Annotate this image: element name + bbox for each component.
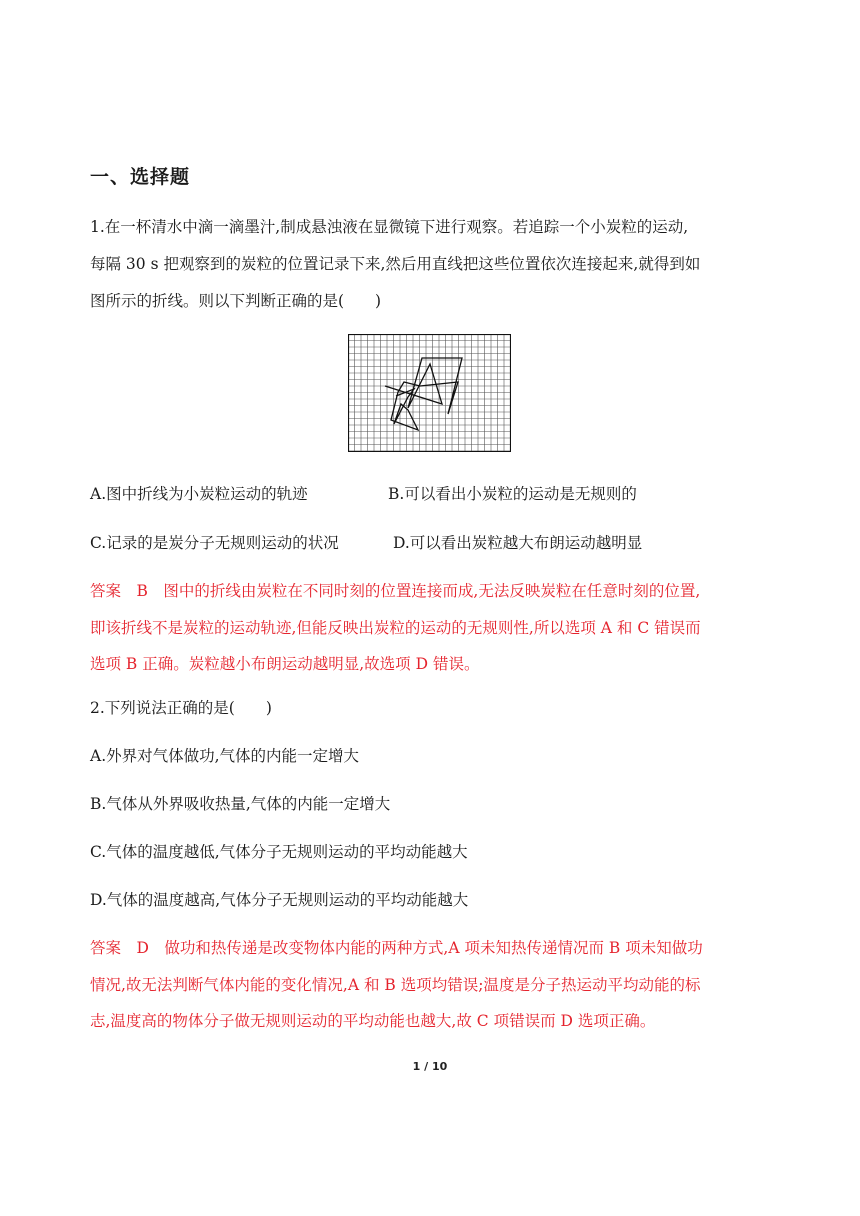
q1-stem-line-2: 每隔 30 s 把观察到的炭粒的位置记录下来,然后用直线把这些位置依次连接起来,就得到如	[90, 255, 701, 273]
section-title: 一、选择题	[90, 166, 191, 188]
q1-option-a: A.图中折线为小炭粒运动的轨迹	[90, 485, 308, 503]
q2-answer-line-2: 情况,故无法判断气体内能的变化情况,A 和 B 选项均错误;温度是分子热运动平均动能的标	[90, 976, 701, 994]
grid-border	[349, 335, 511, 452]
q1-answer-line-3: 选项 B 正确。炭粒越小布朗运动越明显,故选项 D 错误。	[90, 655, 480, 673]
q2-option-d: D.气体的温度越高,气体分子无规则运动的平均动能越大	[90, 891, 469, 909]
q1-stem-line-1: 1.在一杯清水中滴一滴墨汁,制成悬浊液在显微镜下进行观察。若追踪一个小炭粒的运动,	[90, 218, 689, 236]
page-number: 1 / 10	[412, 1060, 448, 1073]
q2-answer-line-3: 志,温度高的物体分子做无规则运动的平均动能也越大,故 C 项错误而 D 选项正确。	[90, 1012, 656, 1030]
brownian-motion-figure	[348, 334, 511, 452]
carbon-particle-path	[385, 358, 462, 430]
q1-option-d: D.可以看出炭粒越大布朗运动越明显	[393, 534, 643, 552]
q2-answer-line-1: 答案 D 做功和热传递是改变物体内能的两种方式,A 项未知热传递情况而 B 项未知做功	[90, 939, 703, 957]
q2-option-b: B.气体从外界吸收热量,气体的内能一定增大	[90, 795, 391, 813]
q1-stem-line-3: 图所示的折线。则以下判断正确的是( )	[90, 292, 382, 310]
q2-option-c: C.气体的温度越低,气体分子无规则运动的平均动能越大	[90, 843, 468, 861]
q1-option-c: C.记录的是炭分子无规则运动的状况	[90, 534, 339, 552]
q2-option-a: A.外界对气体做功,气体的内能一定增大	[90, 747, 360, 765]
q1-answer-line-1: 答案 B 图中的折线由炭粒在不同时刻的位置连接而成,无法反映炭粒在任意时刻的位置,	[90, 582, 701, 600]
q1-option-b: B.可以看出小炭粒的运动是无规则的	[388, 485, 637, 503]
q1-answer-line-2: 即该折线不是炭粒的运动轨迹,但能反映出炭粒的运动的无规则性,所以选项 A 和 C 错误而	[90, 619, 701, 637]
q2-stem: 2.下列说法正确的是( )	[90, 699, 272, 717]
grid-figure	[348, 334, 511, 452]
